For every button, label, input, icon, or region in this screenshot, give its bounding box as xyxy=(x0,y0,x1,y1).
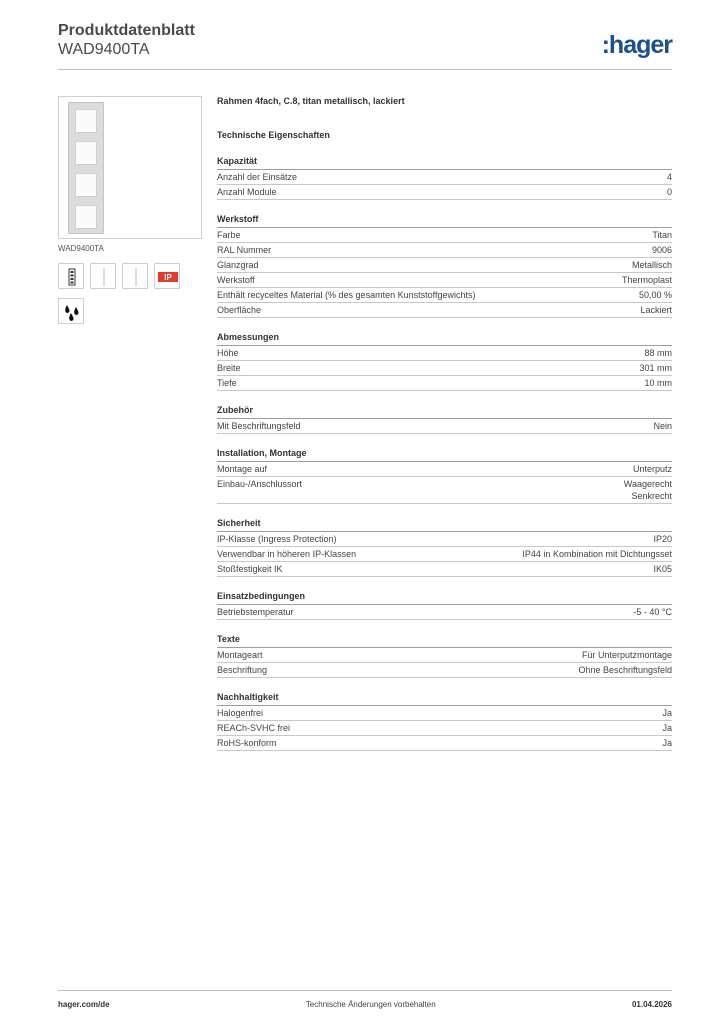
frame-slot xyxy=(75,205,97,229)
property-value-line: 9006 xyxy=(651,245,672,255)
property-row xyxy=(217,288,672,303)
product-sidebar xyxy=(58,96,202,324)
section-title: Kapazität xyxy=(217,156,672,170)
property-value xyxy=(652,229,672,241)
property-label: Stoßfestigkeit IK xyxy=(217,564,283,574)
property-value-line: Ja xyxy=(662,738,672,748)
feature-icons xyxy=(58,263,202,289)
property-label: Farbe xyxy=(217,230,241,240)
property-value xyxy=(640,304,672,316)
section-title: Nachhaltigkeit xyxy=(217,692,672,706)
page-header xyxy=(58,22,672,70)
property-value xyxy=(653,420,672,432)
property-row xyxy=(217,477,672,504)
product-data xyxy=(217,96,672,751)
property-value xyxy=(644,377,672,389)
property-row xyxy=(217,346,672,361)
page-footer xyxy=(58,990,672,1009)
property-row xyxy=(217,605,672,620)
property-value xyxy=(632,259,672,271)
property-row xyxy=(217,361,672,376)
footer-notice: Technische Änderungen vorbehalten xyxy=(305,1000,436,1009)
footer-date: 01.04.2026 xyxy=(631,1000,672,1009)
property-value xyxy=(644,347,672,359)
property-label: Anzahl Module xyxy=(217,187,277,197)
property-section xyxy=(217,518,672,577)
property-row xyxy=(217,170,672,185)
property-value-line: 10 mm xyxy=(644,378,672,388)
ip-badge-text: IP xyxy=(164,273,172,282)
property-value-line: Thermoplast xyxy=(621,275,672,285)
property-label: Oberfläche xyxy=(217,305,262,315)
frame-illustration xyxy=(68,102,104,234)
property-label: IP-Klasse (Ingress Protection) xyxy=(217,534,337,544)
section-title: Abmessungen xyxy=(217,332,672,346)
property-label: Anzahl der Einsätze xyxy=(217,172,298,182)
property-section xyxy=(217,448,672,504)
property-value xyxy=(633,463,672,475)
property-row xyxy=(217,721,672,736)
property-label: Montageart xyxy=(217,650,263,660)
property-section xyxy=(217,332,672,391)
property-value xyxy=(667,186,672,198)
property-value xyxy=(639,362,672,374)
property-value-line: 4 xyxy=(666,172,672,182)
property-label: Höhe xyxy=(217,348,239,358)
hager-logo: :hager xyxy=(601,31,672,59)
property-value xyxy=(662,737,672,749)
property-row xyxy=(217,258,672,273)
property-value-line: IK05 xyxy=(653,564,672,574)
section-title: Werkstoff xyxy=(217,214,672,228)
property-row xyxy=(217,419,672,434)
property-value-line: IP20 xyxy=(653,534,672,544)
frame-slot xyxy=(75,141,97,165)
property-label: Halogenfrei xyxy=(217,708,264,718)
property-row xyxy=(217,562,672,577)
property-label: Verwendbar in höheren IP-Klassen xyxy=(217,549,357,559)
property-row xyxy=(217,663,672,678)
property-label: RAL Nummer xyxy=(217,245,272,255)
property-row xyxy=(217,273,672,288)
property-value-line: Nein xyxy=(653,421,672,431)
technical-heading: Technische Eigenschaften xyxy=(217,130,330,140)
property-label: Betriebstemperatur xyxy=(217,607,294,617)
property-section xyxy=(217,692,672,751)
property-value-line: Für Unterputzmontage xyxy=(581,650,672,660)
property-value-line: 301 mm xyxy=(639,363,672,373)
property-value xyxy=(653,533,672,545)
property-row xyxy=(217,376,672,391)
property-row xyxy=(217,736,672,751)
property-label: Beschriftung xyxy=(217,665,268,675)
property-label: Tiefe xyxy=(217,378,237,388)
property-row xyxy=(217,185,672,200)
property-label: Breite xyxy=(217,363,241,373)
property-label: Glanzgrad xyxy=(217,260,259,270)
property-label: Mit Beschriftungsfeld xyxy=(217,421,301,431)
property-section xyxy=(217,405,672,434)
property-value-line: Ohne Beschriftungsfeld xyxy=(578,665,672,675)
property-value xyxy=(622,274,672,286)
property-value xyxy=(652,244,672,256)
ip-icon xyxy=(154,263,180,289)
property-label: Enthält recyceltes Material (% des gesamten Kunststoffgewichts) xyxy=(217,290,476,300)
property-row xyxy=(217,228,672,243)
property-row xyxy=(217,532,672,547)
property-row xyxy=(217,303,672,318)
drops-icon xyxy=(58,298,84,324)
property-value-line: Lackiert xyxy=(640,305,672,315)
property-row xyxy=(217,706,672,721)
property-label: Montage auf xyxy=(217,464,268,474)
section-title: Texte xyxy=(217,634,672,648)
frame-slot xyxy=(75,109,97,133)
property-label: RoHS-konform xyxy=(217,738,277,748)
section-title: Installation, Montage xyxy=(217,448,672,462)
property-value-line: Senkrecht xyxy=(631,491,672,501)
property-value xyxy=(624,478,672,502)
property-section xyxy=(217,591,672,620)
product-image xyxy=(58,96,202,239)
property-value-line: Metallisch xyxy=(631,260,672,270)
property-value-line: 0 xyxy=(666,187,672,197)
property-label: Einbau-/Anschlussort xyxy=(217,479,303,489)
footer-website: hager.com/de xyxy=(58,1000,110,1009)
line-icon xyxy=(122,263,148,289)
property-label: Werkstoff xyxy=(217,275,255,285)
property-value xyxy=(639,289,672,301)
property-value xyxy=(653,563,672,575)
property-value-line: -5 - 40 °C xyxy=(633,607,672,617)
section-title: Einsatzbedingungen xyxy=(217,591,672,605)
property-section xyxy=(217,156,672,200)
property-row xyxy=(217,243,672,258)
property-label: REACh-SVHC frei xyxy=(217,723,291,733)
property-value xyxy=(667,171,672,183)
frame-slot xyxy=(75,173,97,197)
property-value xyxy=(522,548,672,560)
property-value-line: Unterputz xyxy=(632,464,672,474)
product-description: Rahmen 4fach, C.8, titan metallisch, lackiert xyxy=(217,96,405,106)
property-row xyxy=(217,462,672,477)
property-value xyxy=(578,664,672,676)
property-row xyxy=(217,648,672,663)
property-value xyxy=(662,722,672,734)
property-value xyxy=(662,707,672,719)
line-icon xyxy=(90,263,116,289)
property-value-line: Titan xyxy=(652,230,672,240)
property-value-line: Ja xyxy=(662,708,672,718)
section-title: Zubehör xyxy=(217,405,672,419)
section-title: Sicherheit xyxy=(217,518,672,532)
document-title: Produktdatenblatt xyxy=(58,22,195,39)
property-value-line: 50,00 % xyxy=(638,290,672,300)
property-section xyxy=(217,214,672,318)
property-value-line: 88 mm xyxy=(644,348,672,358)
property-value xyxy=(633,606,672,618)
property-value-line: Waagerecht xyxy=(623,479,672,489)
property-sections xyxy=(217,156,672,751)
property-value-line: Ja xyxy=(662,723,672,733)
property-row xyxy=(217,547,672,562)
housing-icon xyxy=(58,263,84,289)
property-section xyxy=(217,634,672,678)
article-number: WAD9400TA xyxy=(58,41,150,58)
property-value-line: IP44 in Kombination mit Dichtungsset xyxy=(522,549,672,559)
property-value xyxy=(582,649,672,661)
image-caption: WAD9400TA xyxy=(58,244,104,253)
